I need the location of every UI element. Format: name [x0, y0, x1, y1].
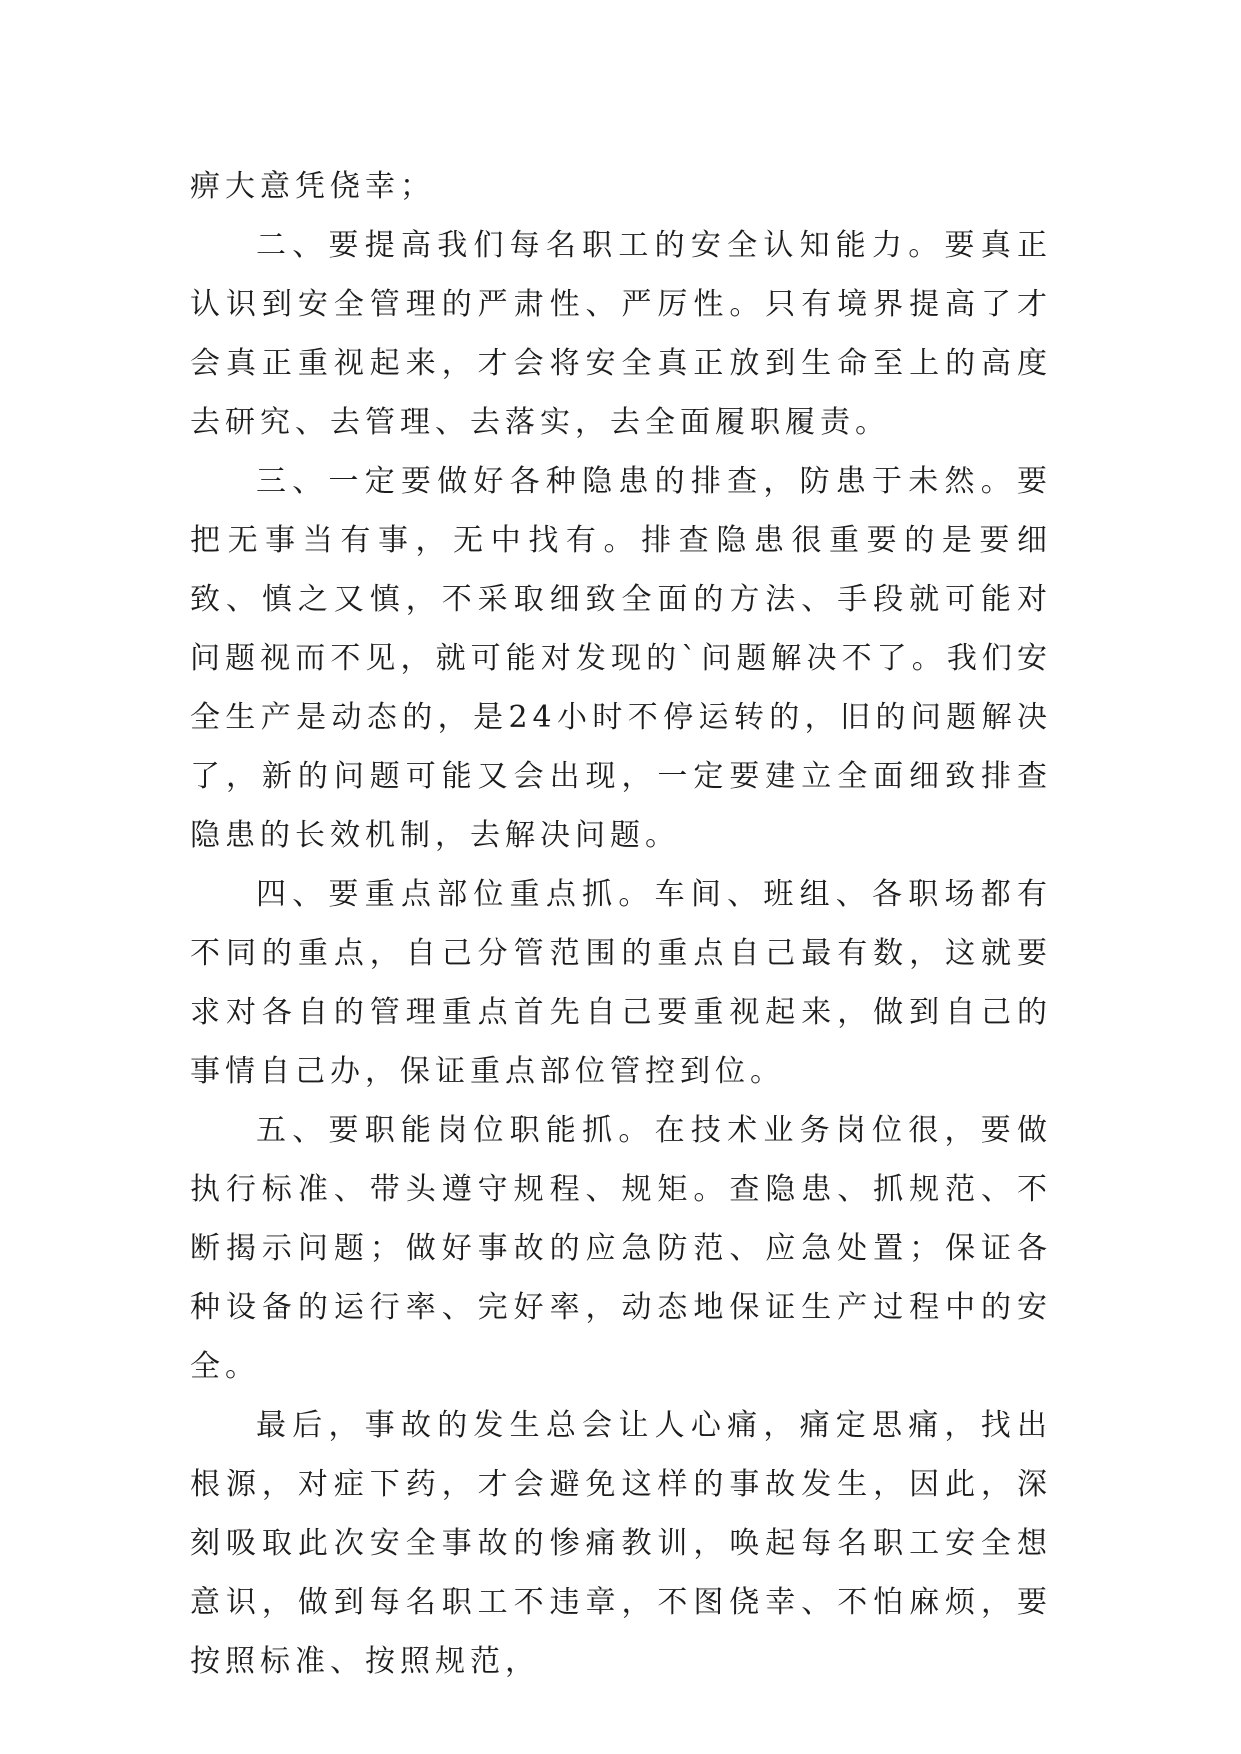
paragraph-continuation: 痹大意凭侥幸；	[190, 169, 435, 204]
paragraph-point-four: 四、要重点部位重点抓。车间、班组、各职场都有不同的重点，自己分管范围的重点自己最有数，这就要求对各自的管理重点首先自己要重视起来，做到自己的事情自己办，保证重点部位管控到位。	[190, 877, 1052, 1089]
paragraph-point-five: 五、要职能岗位职能抓。在技术业务岗位很，要做执行标准、带头遵守规程、规矩。查隐患、抓规范、不断揭示问题；做好事故的应急防范、应急处置；保证各种设备的运行率、完好率，动态地保证生产过程中的安全。	[190, 1113, 1052, 1384]
document-body	[190, 157, 1052, 1691]
paragraph-point-three: 三、一定要做好各种隐患的排查，防患于未然。要把无事当有事，无中找有。排查隐患很重要的是要细致、慎之又慎，不采取细致全面的方法、手段就可能对问题视而不见，就可能对发现的`问题解决不了。我们安全生产是动态的，是24小时不停运转的，旧的问题解决了，新的问题可能又会出现，一定要建立全面细致排查隐患的长效机制，去解决问题。	[190, 464, 1052, 853]
paragraph-point-two: 二、要提高我们每名职工的安全认知能力。要真正认识到安全管理的严肃性、严厉性。只有境界提高了才会真正重视起来，才会将安全真正放到生命至上的高度去研究、去管理、去落实，去全面履职履责。	[190, 228, 1052, 440]
paragraph-conclusion: 最后，事故的发生总会让人心痛，痛定思痛，找出根源，对症下药，才会避免这样的事故发生，因此，深刻吸取此次安全事故的惨痛教训，唤起每名职工安全想意识，做到每名职工不违章，不图侥幸、不怕麻烦，要按照标准、按照规范，	[190, 1408, 1052, 1679]
